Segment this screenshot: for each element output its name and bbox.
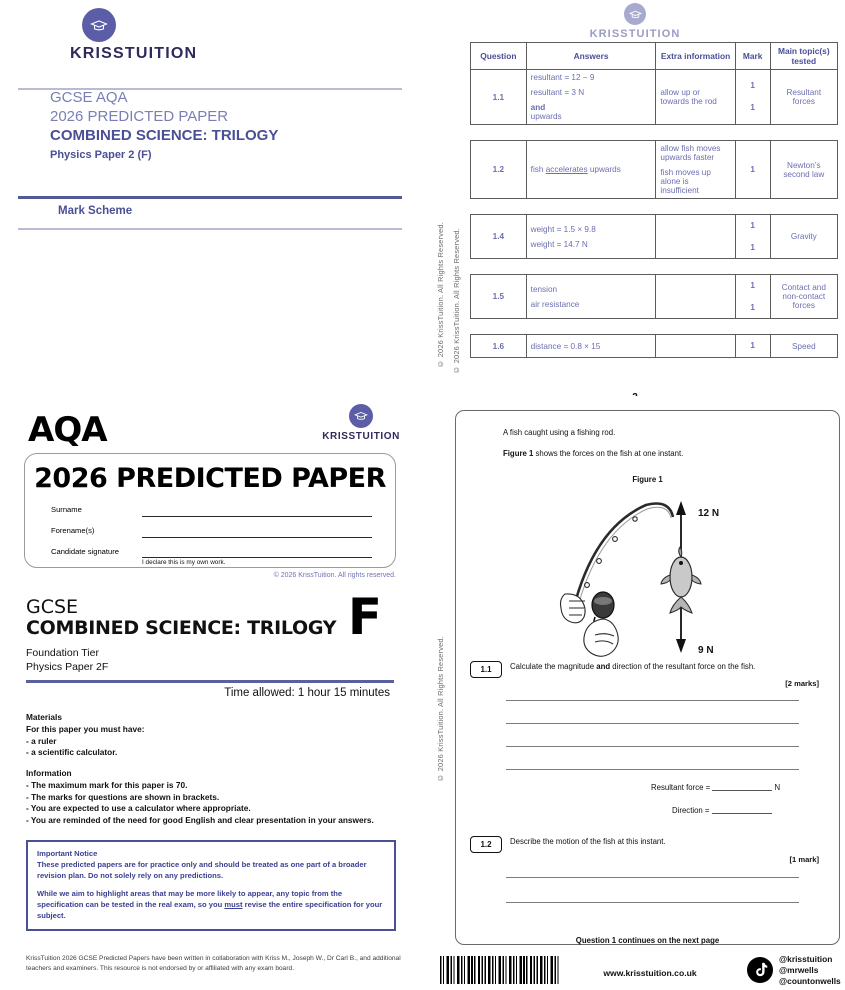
information-line-2: - You are expected to use a calculator where appropriate. [26,803,251,814]
question-page [425,396,845,990]
brand-wordmark: KRISSTUITION [589,28,681,40]
cell-answers: weight = 1.5 × 9.8 weight = 14.7 N [526,215,656,259]
table-row-gap [471,199,838,215]
question-1-2-text: Describe the motion of the fish at this instant. [510,837,666,846]
ms-line-paper-year: 2026 PREDICTED PAPER [50,108,229,126]
graduation-cap-icon [349,404,373,428]
subject-title: COMBINED SCIENCE: TRILOGY [26,617,337,639]
q1-1-text-bold: and [596,662,611,671]
notice-title: Important Notice [37,849,98,858]
notice-paragraph-1: These predicted papers are for practice only and should be treated as one part of a broader revision plan. Do not solely rely on any predictions. [37,859,367,880]
paper-label: Physics Paper 2F [26,661,109,674]
question-number-1-1: 1.1 [470,661,502,678]
cell-extra-information [656,215,735,259]
cell-main-topic: Gravity [770,215,837,259]
question-1-2-marks: [1 mark] [789,855,819,864]
copyright-vertical-inner: © 2026 KrissTuition. All Rights Reserved. [452,228,461,375]
direction-label: Direction = [672,806,710,815]
document-type-label: Mark Scheme [58,205,133,217]
answer-line[interactable] [506,769,799,770]
col-header-main-topics: Main topic(s) tested [770,43,837,70]
table-row-gap-cell [471,125,838,141]
social-handles [779,954,841,986]
important-notice-box [26,840,396,931]
direction-input[interactable] [712,805,772,814]
brand-wordmark: KRISSTUITION [322,431,400,442]
information-line-1: - The marks for questions are shown in brackets. [26,791,220,802]
resultant-force-unit: N [774,783,781,792]
mark-scheme-table [470,42,838,358]
cell-mark: 1 [735,141,770,199]
qualification-label: GCSE [26,596,79,618]
handle-2: @countonwells [779,975,841,986]
exam-board-logo: AQA [28,410,107,450]
website-url[interactable]: www.krisstuition.co.uk [603,968,697,978]
cell-mark: 1 [735,335,770,358]
barcode-icon [440,956,560,984]
graduation-cap-icon [82,8,116,42]
materials-line-0: For this paper you must have: [26,723,145,734]
table-row-gap [471,319,838,335]
materials-title: Materials [26,712,62,722]
force-label-up: 12 N [698,508,720,519]
table-row [471,70,838,125]
cell-answers: tension air resistance [526,275,656,319]
cell-extra-information: allow up or towards the rod [656,70,735,125]
cell-answers: fish accelerates upwards [526,141,656,199]
figure-lead-in [503,449,683,458]
predicted-paper-banner: 2026 PREDICTED PAPER [34,463,386,494]
table-row-gap-cell [471,259,838,275]
tiktok-icon[interactable] [747,957,773,983]
cell-mark: 1 1 [735,70,770,125]
tier-letter-badge: F [347,588,382,646]
col-header-mark: Mark [735,43,770,70]
table-row-gap [471,259,838,275]
question-1-1-marks: [2 marks] [785,679,819,688]
cell-main-topic: Newton’s second law [770,141,837,199]
figure-1-diagram [551,489,766,659]
cell-extra-information: allow fish moves upwards faster fish moves up alone is insufficient [656,141,735,199]
figure-lead-bold: Figure 1 [503,449,534,458]
forenames-label: Forename(s) [51,526,95,535]
resultant-force-input[interactable] [712,782,772,791]
cell-main-topic: Speed [770,335,837,358]
divider-bottom [18,228,402,230]
resultant-force-label: Resultant force = [651,783,711,792]
time-allowed: Time allowed: 1 hour 15 minutes [224,687,390,699]
answer-line[interactable] [506,700,799,701]
attribution-fineprint: KrissTuition 2026 GCSE Predicted Papers have been written in collaboration with Kriss M., Joseph W., Dr Carl B., and additional teachers and examiners. This resource is not endorsed by or affiliated with any exam board. [26,955,401,972]
answer-line[interactable] [506,877,799,878]
figure-caption: Figure 1 [632,475,663,484]
col-header-question: Question [471,43,527,70]
q1-1-text-a: Calculate the magnitude [510,662,597,671]
accent-rule [26,680,394,683]
cell-mark: 1 1 [735,275,770,319]
surname-input[interactable] [142,516,372,517]
direction-answer-row [672,805,772,815]
surname-label: Surname [51,505,82,514]
cell-question: 1.1 [471,70,527,125]
fish-icon [661,547,701,613]
ms-line-subject: COMBINED SCIENCE: TRILOGY [50,127,279,145]
notice-p2-part-a: While we aim to highlight areas that may be more likely to appear, any topic from the specification can be tested in the real exam, so you [37,889,343,910]
cell-main-topic: Contact and non-contact forces [770,275,837,319]
candidate-details-box [24,453,396,568]
table-row [471,335,838,358]
cell-mark: 1 1 [735,215,770,259]
mark-scheme-table-page [425,0,845,392]
brand-wordmark: KRISSTUITION [70,45,198,62]
question-content-frame [455,410,840,945]
handle-0: @krisstuition [779,954,833,964]
information-line-0: - The maximum mark for this paper is 70. [26,779,188,790]
mark-scheme-cover-page [0,0,420,380]
handle-1: @mrwells [779,964,819,975]
answer-line[interactable] [506,746,799,747]
candidate-signature-input[interactable] [142,557,372,558]
ms-line-paper: Physics Paper 2 (F) [50,148,152,161]
cell-main-topic: Resultant forces [770,70,837,125]
candidate-signature-label: Candidate signature [51,547,119,556]
table-row [471,275,838,319]
force-label-down: 9 N [698,645,714,656]
table-row-gap-cell [471,319,838,335]
continues-note: Question 1 continues on the next page [575,936,720,945]
divider-middle [18,196,402,199]
answer-line[interactable] [506,902,799,903]
cell-question: 1.4 [471,215,527,259]
notice-p2-emphasis: must [224,900,243,910]
cell-question: 1.6 [471,335,527,358]
tier-label: Foundation Tier [26,647,99,659]
cell-answers: resultant = 12 − 9 resultant = 3 N and upwards [526,70,656,125]
col-header-extra-information: Extra information [656,43,735,70]
brand-logo-cover [322,404,400,442]
cell-question: 1.2 [471,141,527,199]
copyright-vertical-question-page: © 2026 KrissTuition. All Rights Reserved. [436,636,445,783]
table-row-gap [471,125,838,141]
table-header-row [471,43,838,70]
information-title: Information [26,768,72,779]
answer-line[interactable] [506,723,799,724]
notice-p2-part-b: revise the entire specification for your subject. [37,900,383,920]
table-row [471,215,838,259]
cell-extra-information [656,275,735,319]
mark-scheme-title-block [50,88,390,163]
question-intro: A fish caught using a fishing rod. [503,428,616,437]
question-1-1-text [510,662,810,671]
materials-and-information [26,712,396,827]
copyright-vertical-outer: © 2026 KrissTuition. All Rights Reserved. [436,222,445,369]
question-paper-cover-page [0,396,420,990]
table-row [471,141,838,199]
table-row-gap-cell [471,199,838,215]
forenames-input[interactable] [142,537,372,538]
cell-answers: distance = 0.8 × 15 [526,335,656,358]
declaration-text: I declare this is my own work. [142,559,226,566]
materials-line-2: - a scientific calculator. [26,747,118,758]
brand-logo-header [425,3,845,40]
cell-question: 1.5 [471,275,527,319]
brand-logo [70,8,250,63]
figure-lead-rest: shows the forces on the fish at one instant. [533,449,684,458]
notice-paragraph-2 [37,889,385,921]
q1-1-text-b: direction of the resultant force on the fish. [610,662,756,671]
fishing-rod-figure-svg [551,489,766,659]
ms-line-board: GCSE AQA [50,89,128,106]
cell-extra-information [656,335,735,358]
cover-copyright: © 2026 KrissTuition. All rights reserved. [273,572,396,579]
graduation-cap-icon [624,3,646,25]
information-line-3: - You are reminded of the need for good English and clear presentation in your answers. [26,815,374,826]
resultant-force-answer-row [651,782,780,792]
materials-line-1: - a ruler [26,735,57,746]
question-number-1-2: 1.2 [470,836,502,853]
col-header-answers: Answers [526,43,656,70]
